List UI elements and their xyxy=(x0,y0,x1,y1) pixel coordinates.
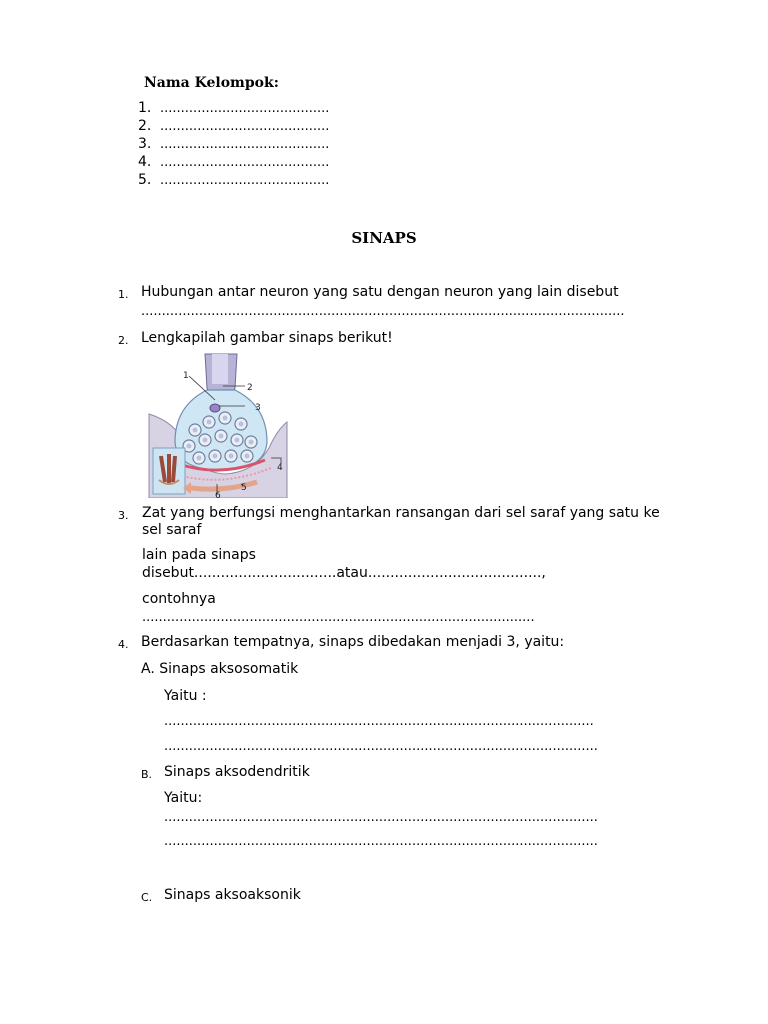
member-number: 2. xyxy=(138,118,152,134)
option-b-label: Sinaps aksodendritik xyxy=(164,764,310,780)
figure-label: 3 xyxy=(255,403,261,413)
question-number: 2. xyxy=(118,334,129,347)
option-a-label: A. Sinaps aksosomatik xyxy=(141,661,299,677)
answer-line: ........................................................................................................ xyxy=(164,714,594,729)
member-number: 1. xyxy=(138,100,152,116)
member-line: ......................................... xyxy=(160,101,330,116)
member-line: ......................................... xyxy=(160,155,330,170)
question-number: 4. xyxy=(118,638,129,651)
member-line: ......................................... xyxy=(160,119,330,134)
answer-line: ............................................................................................... xyxy=(142,610,535,625)
question-text: Hubungan antar neuron yang satu dengan neuron yang lain disebut xyxy=(141,284,619,300)
question-number: 1. xyxy=(118,288,129,301)
question-text: contohnya xyxy=(142,591,216,607)
option-marker: B. xyxy=(141,768,153,781)
question-text: disebut................................atau......................................., xyxy=(142,565,546,581)
page-title: SINAPS xyxy=(351,229,417,247)
figure-label: 2 xyxy=(247,383,253,393)
figure-label: 6 xyxy=(215,491,221,498)
question-number: 3. xyxy=(118,509,129,522)
question-text: Berdasarkan tempatnya, sinaps dibedakan menjadi 3, yaitu: xyxy=(141,634,565,650)
answer-line: ......................................................................................................... xyxy=(164,739,598,754)
answer-line: ......................................................................................................... xyxy=(164,834,598,849)
yaitu-label: Yaitu : xyxy=(164,688,207,704)
member-number: 4. xyxy=(138,154,152,170)
figure-label: 5 xyxy=(241,483,247,493)
synapse-illustration xyxy=(145,352,290,498)
answer-line: ......................................................................................................... xyxy=(164,810,598,825)
synapse-figure xyxy=(145,352,290,498)
member-line: ......................................... xyxy=(160,173,330,188)
question-text: lain pada sinaps xyxy=(142,547,256,563)
answer-line: ..................................................................................................................... xyxy=(141,304,625,319)
option-marker: C. xyxy=(141,891,153,904)
yaitu-label: Yaitu: xyxy=(164,790,203,806)
question-text: sel saraf xyxy=(142,522,202,538)
group-label: Nama Kelompok: xyxy=(144,75,279,91)
member-line: ......................................... xyxy=(160,137,330,152)
figure-label: 1 xyxy=(183,371,189,381)
member-number: 3. xyxy=(138,136,152,152)
question-text: Lengkapilah gambar sinaps berikut! xyxy=(141,330,393,346)
figure-label: 4 xyxy=(277,463,283,473)
member-number: 5. xyxy=(138,172,152,188)
option-c-label: Sinaps aksoaksonik xyxy=(164,887,301,903)
question-text: Zat yang berfungsi menghantarkan ransangan dari sel saraf yang satu ke xyxy=(142,505,660,521)
